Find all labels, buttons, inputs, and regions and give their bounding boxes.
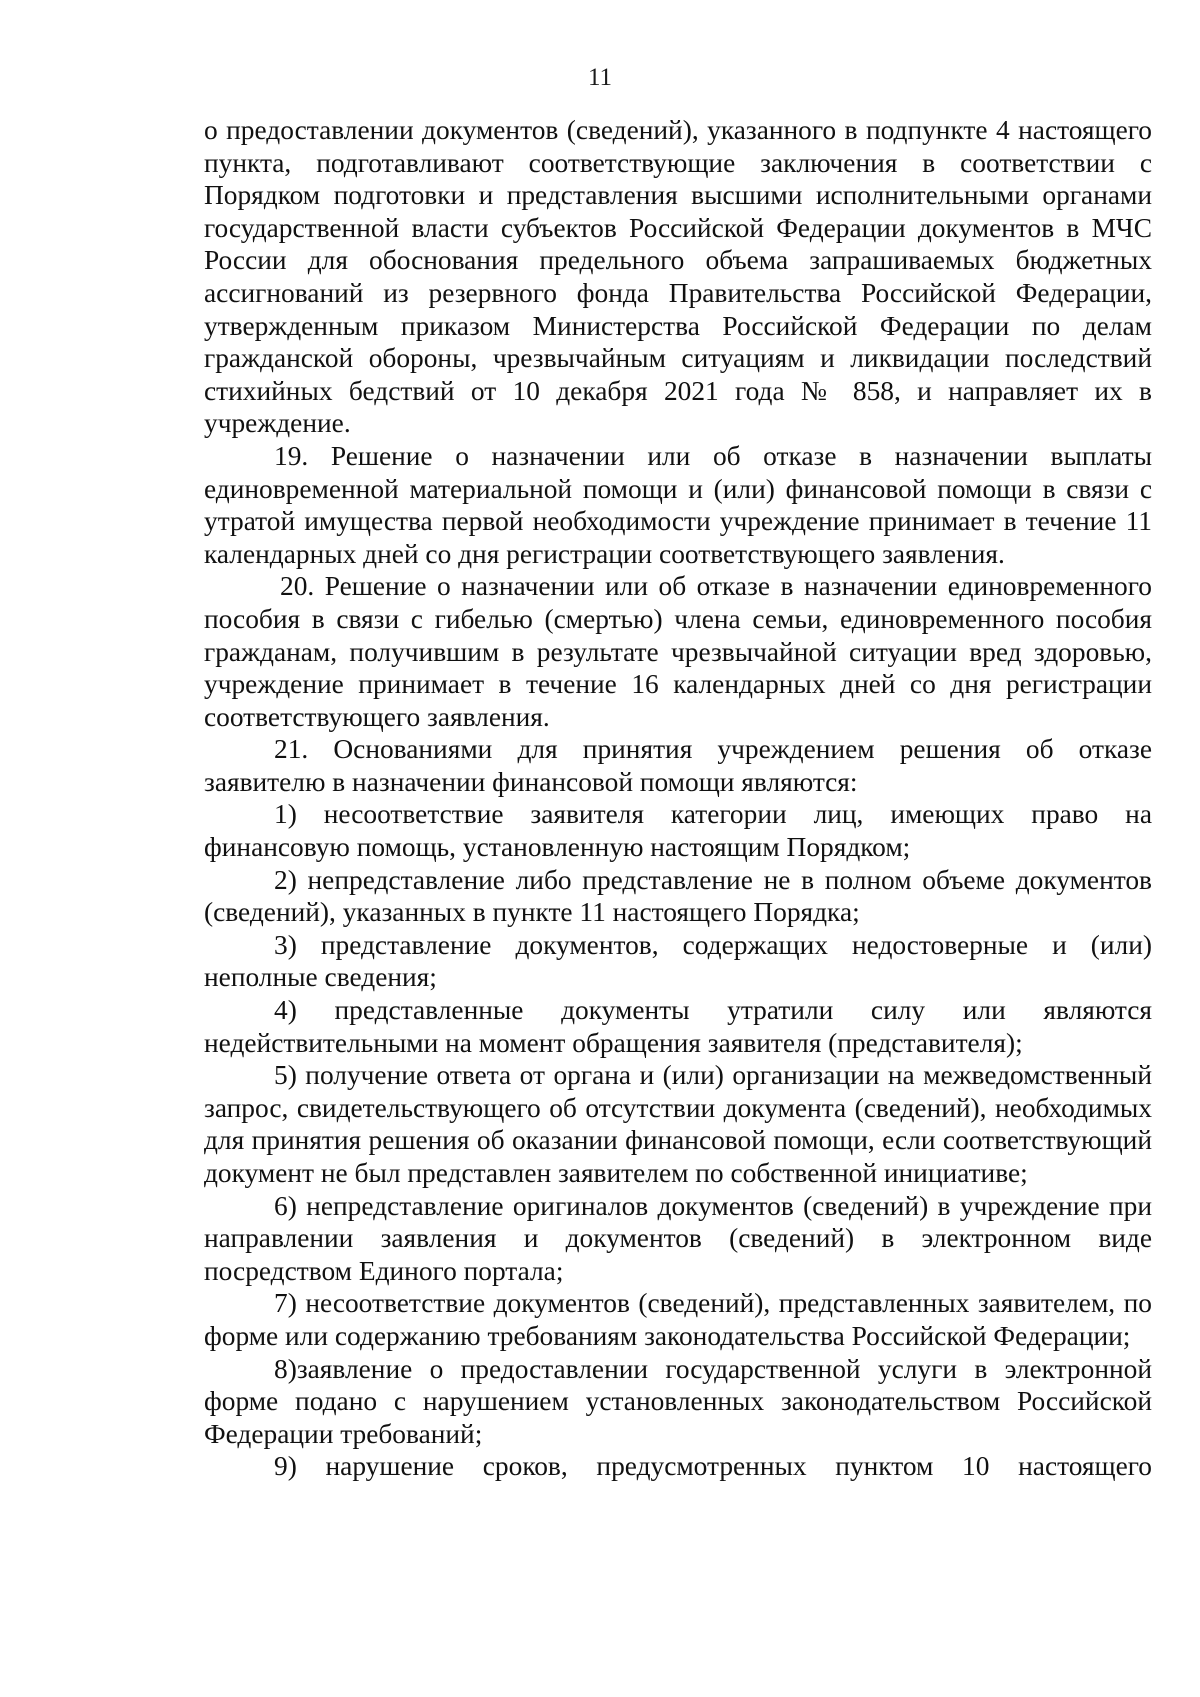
paragraph-continuation: о предоставлении документов (сведений), указанного в подпункте 4 настоящего пункта, подготавливают соответствующие заключения в соответствии с Порядком подготовки и представления высшими исполнительными органами государственной власти субъектов Российской Федерации документов в МЧС России для обоснования предельного объема запрашиваемых бюджетных ассигнований из резервного фонда Правительства Российской Федерации, утвержденным приказом Министерства Российской Федерации по делам гражданской обороны, чрезвычайным ситуациям и ликвидации последствий стихийных бедствий от 10 декабря 2021 года № 858, и направляет их в учреждение. <box>204 115 1152 439</box>
paragraph-21: 21. Основаниями для принятия учреждением решения об отказе заявителю в назначении финансовой помощи являются: <box>204 734 1152 797</box>
list-item-5: 5) получение ответа от органа и (или) организации на межведомственный запрос, свидетельствующего об отсутствии документа (сведений), необходимых для принятия решения об оказании финансовой помощи, если соответствующий документ не был представлен заявителем по собственной инициативе; <box>204 1060 1152 1188</box>
list-item-9: 9) нарушение сроков, предусмотренных пунктом 10 настоящего <box>274 1451 1152 1482</box>
document-body <box>204 114 1152 1483</box>
paragraph-20: 20. Решение о назначении или об отказе в назначении единовременного пособия в связи с гибелью (смертью) члена семьи, единовременного пособия гражданам, получившим в результате чрезвычайной ситуации вред здоровью, учреждение принимает в течение 16 календарных дней со дня регистрации соответствующего заявления. <box>204 571 1152 732</box>
list-item-1: 1) несоответствие заявителя категории лиц, имеющих право на финансовую помощь, установленную настоящим Порядком; <box>204 799 1152 863</box>
list-item-2: 2) непредставление либо представление не в полном объеме документов (сведений), указанных в пункте 11 настоящего Порядка; <box>204 864 1152 928</box>
list-item-7: 7) несоответствие документов (сведений), представленных заявителем, по форме или содержанию требованиям законодательства Российской Федерации; <box>204 1288 1152 1351</box>
list-item-6: 6) непредставление оригиналов документов (сведений) в учреждение при направлении заявления и документов (сведений) в электронном виде посредством Единого портала; <box>204 1190 1152 1286</box>
list-item-8: 8)заявление о предоставлении государственной услуги в электронной форме подано с нарушением установленных законодательством Российской Федерации требований; <box>204 1353 1152 1449</box>
page-number: 11 <box>587 64 613 91</box>
list-item-4: 4) представленные документы утратили силу или являются недействительными на момент обращения заявителя (представителя); <box>204 995 1152 1058</box>
paragraph-19: 19. Решение о назначении или об отказе в назначении выплаты единовременной материальной помощи и (или) финансовой помощи в связи с утратой имущества первой необходимости учреждение принимает в течение 11 календарных дней со дня регистрации соответствующего заявления. <box>204 440 1152 569</box>
list-item-3: 3) представление документов, содержащих недостоверные и (или) неполные сведения; <box>204 929 1152 993</box>
